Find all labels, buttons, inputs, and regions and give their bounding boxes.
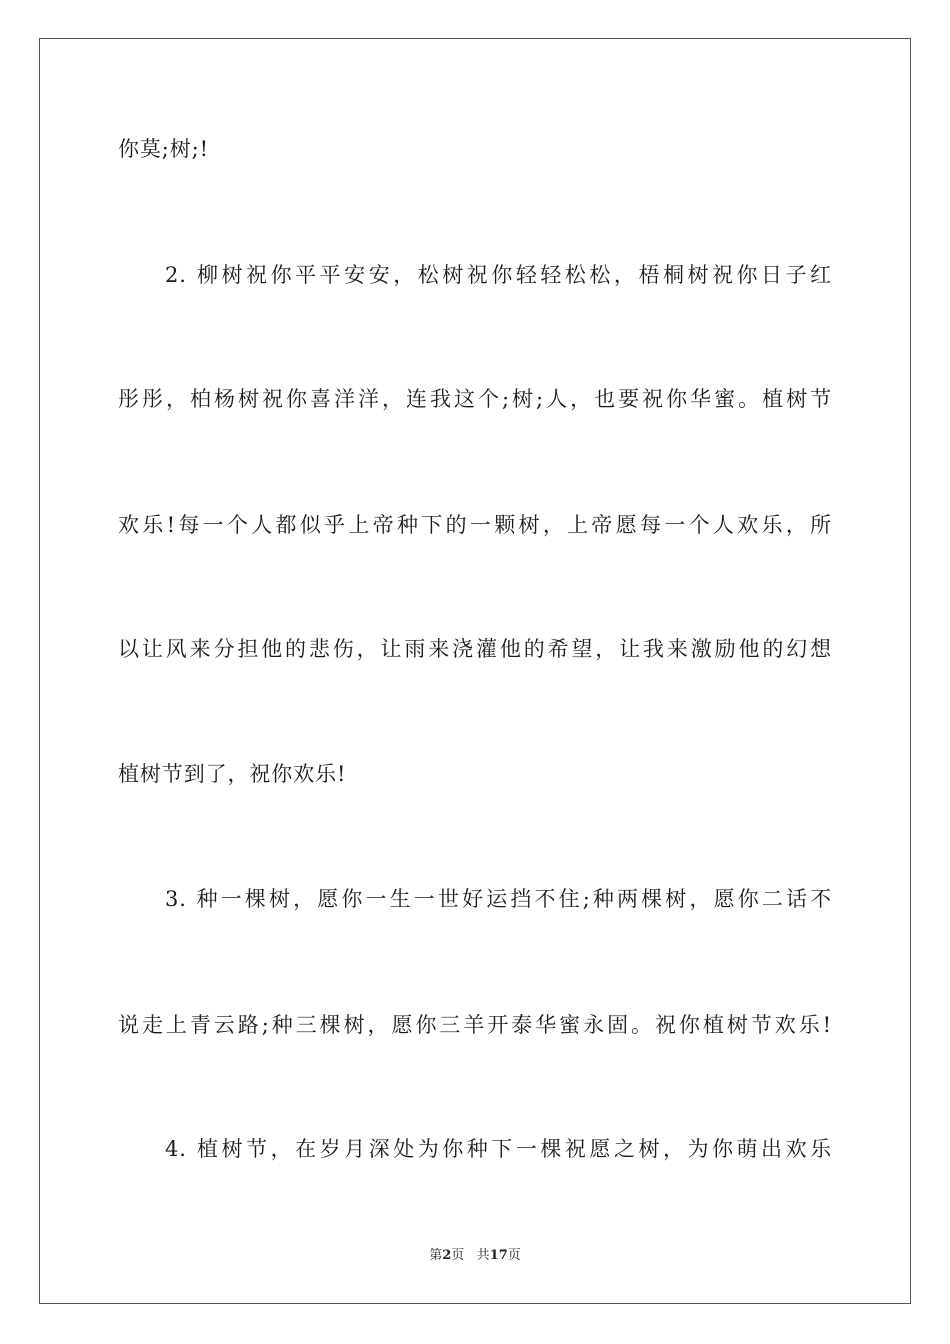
paragraph-2-line-3: 欢乐!每一个人都似乎上帝种下的一颗树，上帝愿每一个人欢乐，所: [118, 513, 832, 537]
paragraph-3-line-2: 说走上青云路;种三棵树，愿你三羊开泰华蜜永固。祝你植树节欢乐!: [118, 1013, 832, 1037]
text-line-1: 你莫;树;!: [118, 137, 209, 161]
paragraph-3-line-1: 3. 种一棵树，愿你一生一世好运挡不住;种两棵树，愿你二话不: [165, 887, 832, 911]
footer-page-prefix: 第: [429, 1248, 443, 1263]
footer-page-number: 2: [442, 1248, 452, 1263]
footer-total-pages: 17: [489, 1248, 508, 1263]
paragraph-4-line-1: 4. 植树节，在岁月深处为你种下一棵祝愿之树，为你萌出欢乐: [165, 1137, 832, 1161]
page-border: [39, 38, 911, 1304]
footer-page-suffix: 页: [451, 1248, 465, 1263]
paragraph-2-line-4: 以让风来分担他的悲伤，让雨来浇灌他的希望，让我来激励他的幻想: [118, 637, 832, 661]
page-footer: [0, 1247, 950, 1265]
paragraph-2-line-2: 彤彤，柏杨树祝你喜洋洋，连我这个;树;人，也要祝你华蜜。植树节: [118, 387, 832, 411]
footer-total-suffix: 页: [507, 1248, 521, 1263]
paragraph-2-line-1: 2. 柳树祝你平平安安，松树祝你轻轻松松，梧桐树祝你日子红: [165, 263, 832, 287]
paragraph-2-line-5: 植树节到了，祝你欢乐!: [118, 762, 347, 786]
footer-total-prefix: 共: [476, 1248, 490, 1263]
